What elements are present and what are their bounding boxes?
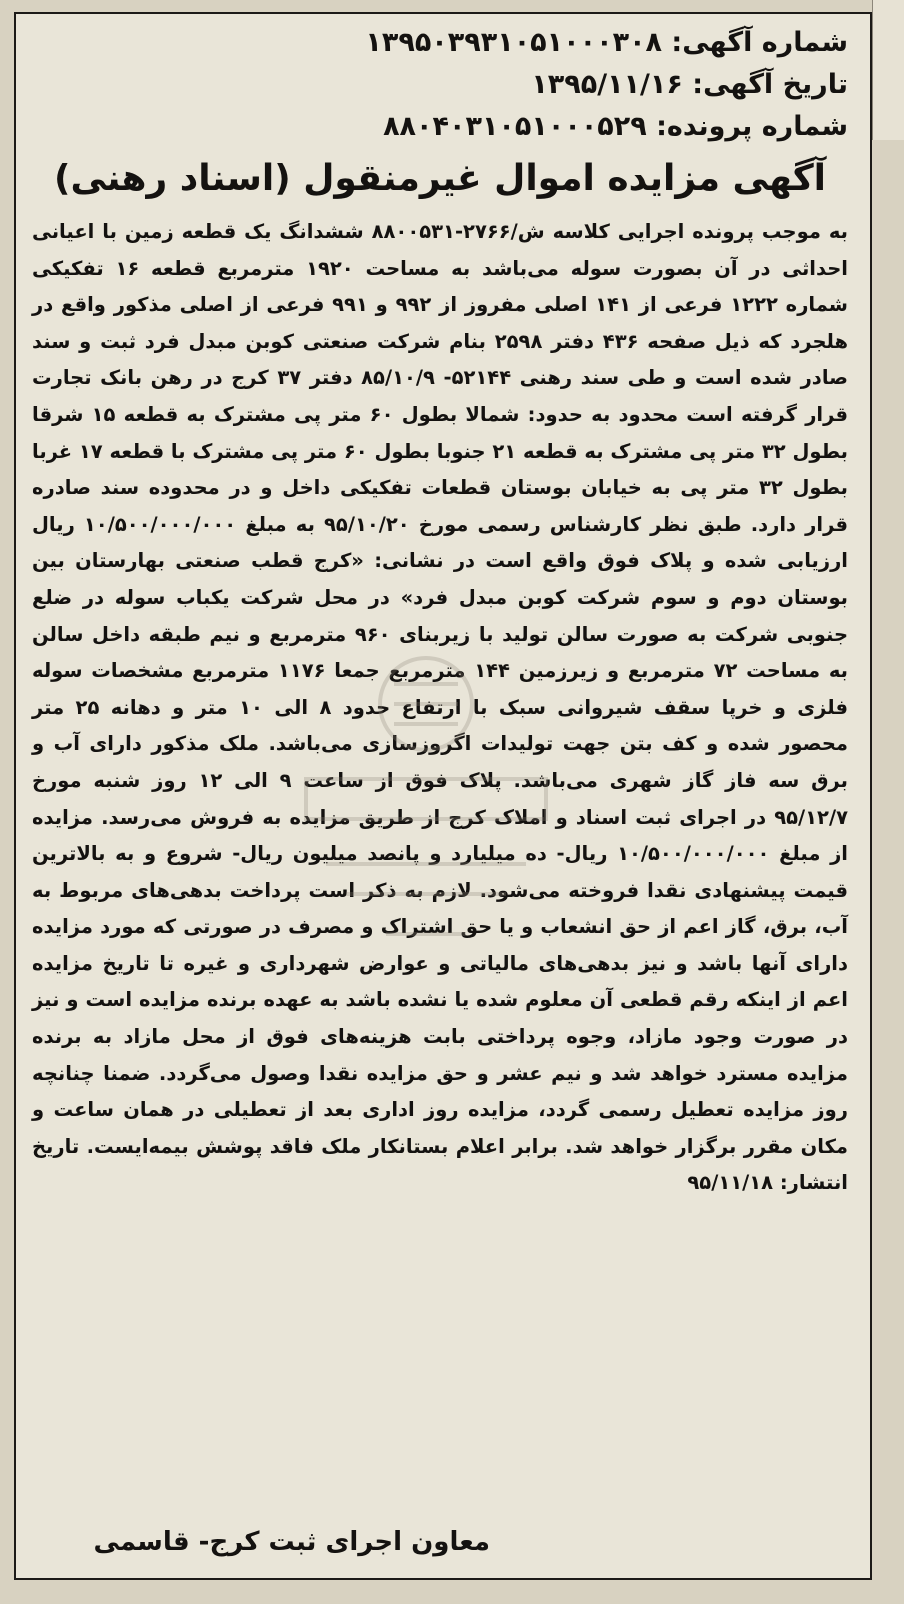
notice-signature: معاون اجرای ثبت کرج- قاسمی — [93, 1527, 490, 1557]
notice-date: تاریخ آگهی: ۱۳۹۵/۱۱/۱۶ — [531, 69, 848, 100]
auction-notice — [14, 12, 872, 1580]
notice-title: آگهی مزایده اموال غیرمنقول (اسناد رهنی) — [53, 158, 826, 199]
adjacent-page-edge — [872, 0, 904, 140]
notice-number: شماره آگهی: ۱۳۹۵۰۳۹۳۱۰۵۱۰۰۰۳۰۸ — [365, 27, 848, 58]
notice-body: به موجب پرونده اجرایی کلاسه ش/۲۷۶۶-۸۸۰۰۵۳۱ ششدانگ یک قطعه زمین با اعیانی احداثی در آن بصورت سوله می‌باشد به مساحت ۱۹۲۰ مترمربع قطعه ۱۶ تفکیکی شماره ۱۲۲۲ فرعی از ۱۴۱ اصلی مفروز از ۹۹۲ و ۹۹۱ فرعی از اصلی مذکور واقع در هلجرد که ذیل صفحه ۴۳۶ دفتر ۲۵۹۸ بنام شرکت صنعتی کوبن مبدل فرد ثبت و سند صادر شده است و طی سند رهنی ۵۲۱۴۴- ۸۵/۱۰/۹ دفتر ۳۷ کرج در رهن بانک تجارت قرار گرفته است محدود به حدود: شمالا بطول ۶۰ متر پی مشترک به قطعه ۱۵ شرقا بطول ۳۲ متر پی مشترک به قطعه ۲۱ جنوبا بطول ۶۰ متر پی مشترک با قطعه ۱۷ غربا بطول ۳۲ متر پی به خیابان بوستان قطعات تفکیکی داخل و در محدوده سند صادره قرار دارد. طبق نظر کارشناس رسمی مورخ ۹۵/۱۰/۲۰ به مبلغ ۱۰/۵۰۰/۰۰۰/۰۰۰ ریال ارزیابی شده و پلاک فوق واقع است در نشانی: «کرج قطب صنعتی بهارستان بین بوستان دوم و سوم شرکت کوبن مبدل فرد» در محل شرکت یکباب سوله در ضلع جنوبی شرکت به صورت سالن تولید با زیربنای ۹۶۰ مترمربع و نیم طبقه داخل سالن به مساحت ۷۲ مترمربع و زیرزمین ۱۴۴ مترمربع جمعا ۱۱۷۶ مترمربع مشخصات سوله فلزی و خرپا سقف شیروانی سبک با ارتفاع حدود ۸ الی ۱۰ متر و دهانه ۲۵ متر محصور شده و کف بتن جهت تولیدات اگروزسازی می‌باشد. ملک مذکور دارای آب و برق سه فاز گاز شهری می‌باشد. پلاک فوق از ساعت ۹ الی ۱۲ روز شنبه مورخ ۹۵/۱۲/۷ در اجرای ثبت اسناد و املاک کرج از طریق مزایده به فروش می‌رسد. مزایده از مبلغ ۱۰/۵۰۰/۰۰۰/۰۰۰ ریال- ده میلیارد و پانصد میلیون ریال- شروع و به بالاترین قیمت پیشنهادی نقدا فروخته می‌شود. لازم به ذکر است پرداخت بدهی‌های مربوط به آب، برق، گاز اعم از حق انشعاب و یا حق اشتراک و مصرف در صورتی که مورد مزایده دارای آنها باشد و نیز بدهی‌های مالیاتی و عوارض شهرداری و غیره تا تاریخ مزایده اعم از اینکه رقم قطعی آن معلوم شده یا نشده باشد به عهده برنده مزایده است و نیز در صورت وجود مازاد، وجوه پرداختی بابت هزینه‌های فوق از محل مازاد به برنده مزایده مسترد خواهد شد و نیم عشر و حق مزایده نقدا وصول می‌گردد. ضمنا چنانچه روز مزایده تعطیل رسمی گردد، مزایده روز اداری بعد از تعطیلی در همان ساعت و مکان مقرر برگزار خواهد شد. برابر اعلام بستانکار ملک فاقد پوشش بیمه‌ایست. تاریخ انتشار: ۹۵/۱۱/۱۸ — [32, 220, 849, 1195]
file-number: شماره پرونده: ۸۸۰۴۰۳۱۰۵۱۰۰۰۵۲۹ — [383, 111, 848, 142]
